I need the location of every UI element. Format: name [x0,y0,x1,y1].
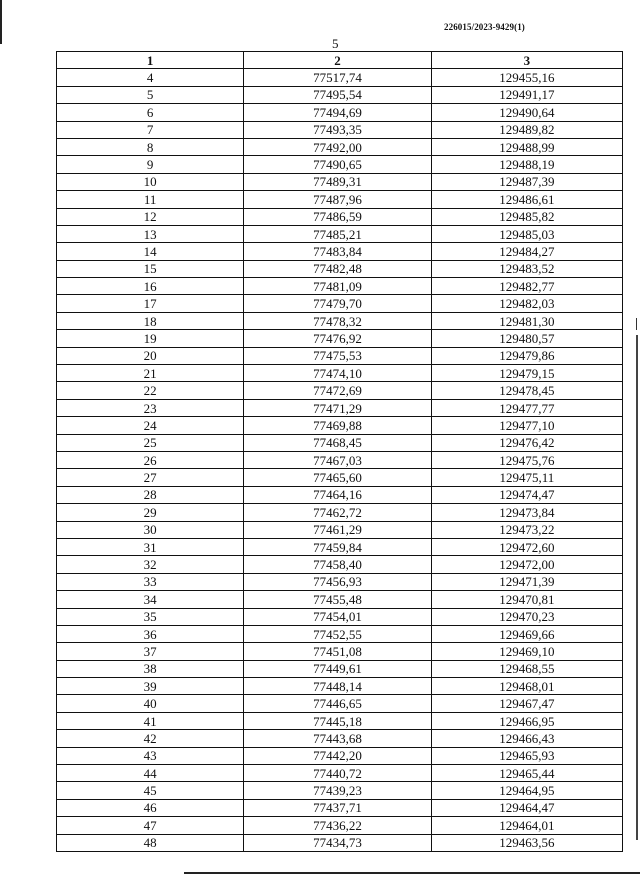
y-coordinate-cell: 129487,39 [431,173,622,190]
y-coordinate-cell: 129488,19 [431,156,622,173]
x-coordinate-cell: 77440,72 [244,765,431,782]
x-coordinate-cell: 77449,61 [244,660,431,677]
x-coordinate-cell: 77442,20 [244,747,431,764]
point-number-cell: 42 [57,730,244,747]
y-coordinate-cell: 129466,43 [431,730,622,747]
y-coordinate-cell: 129465,44 [431,765,622,782]
point-number-cell: 32 [57,556,244,573]
y-coordinate-cell: 129477,77 [431,399,622,416]
table-row [57,138,623,155]
table-row [57,695,623,712]
y-coordinate-cell: 129464,47 [431,799,622,816]
table-row [57,69,623,86]
point-number-cell: 16 [57,278,244,295]
point-number-cell: 37 [57,643,244,660]
y-coordinate-cell: 129490,64 [431,104,622,121]
y-coordinate-cell: 129479,15 [431,365,622,382]
point-number-cell: 10 [57,173,244,190]
y-coordinate-cell: 129469,10 [431,643,622,660]
table-row [57,417,623,434]
point-number-cell: 25 [57,434,244,451]
y-coordinate-cell: 129475,76 [431,451,622,468]
point-number-cell: 30 [57,521,244,538]
y-coordinate-cell: 129473,84 [431,504,622,521]
point-number-cell: 26 [57,451,244,468]
x-coordinate-cell: 77443,68 [244,730,431,747]
y-coordinate-cell: 129455,16 [431,69,622,86]
y-coordinate-cell: 129485,03 [431,225,622,242]
point-number-cell: 21 [57,365,244,382]
x-coordinate-cell: 77517,74 [244,69,431,86]
x-coordinate-cell: 77436,22 [244,817,431,834]
y-coordinate-cell: 129483,52 [431,260,622,277]
y-coordinate-cell: 129475,11 [431,469,622,486]
table-row [57,730,623,747]
table-row [57,278,623,295]
x-coordinate-cell: 77490,65 [244,156,431,173]
point-number-cell: 34 [57,591,244,608]
table-row [57,591,623,608]
point-number-cell: 44 [57,765,244,782]
point-number-cell: 14 [57,243,244,260]
x-coordinate-cell: 77494,69 [244,104,431,121]
y-coordinate-cell: 129471,39 [431,573,622,590]
table-row [57,608,623,625]
bottom-rule [184,872,640,874]
table-row [57,104,623,121]
point-number-cell: 13 [57,225,244,242]
y-coordinate-cell: 129469,66 [431,625,622,642]
point-number-cell: 9 [57,156,244,173]
table-row [57,538,623,555]
table-row [57,799,623,816]
scan-edge-left [0,0,2,44]
x-coordinate-cell: 77464,16 [244,486,431,503]
table-row [57,643,623,660]
scan-edge-right-mark [636,318,637,330]
table-row [57,330,623,347]
x-coordinate-cell: 77479,70 [244,295,431,312]
y-coordinate-cell: 129485,82 [431,208,622,225]
x-coordinate-cell: 77446,65 [244,695,431,712]
x-coordinate-cell: 77486,59 [244,208,431,225]
x-coordinate-cell: 77469,88 [244,417,431,434]
y-coordinate-cell: 129468,55 [431,660,622,677]
point-number-cell: 12 [57,208,244,225]
table-row [57,365,623,382]
x-coordinate-cell: 77475,53 [244,347,431,364]
table-row [57,347,623,364]
y-coordinate-cell: 129484,27 [431,243,622,260]
point-number-cell: 17 [57,295,244,312]
table-row [57,556,623,573]
y-coordinate-cell: 129463,56 [431,834,622,851]
x-coordinate-cell: 77465,60 [244,469,431,486]
y-coordinate-cell: 129472,00 [431,556,622,573]
table-row [57,834,623,851]
y-coordinate-cell: 129478,45 [431,382,622,399]
x-coordinate-cell: 77459,84 [244,538,431,555]
x-coordinate-cell: 77467,03 [244,451,431,468]
point-number-cell: 18 [57,312,244,329]
x-coordinate-cell: 77461,29 [244,521,431,538]
point-number-cell: 29 [57,504,244,521]
table-row [57,399,623,416]
table-row [57,521,623,538]
table-row [57,243,623,260]
point-number-cell: 7 [57,121,244,138]
x-coordinate-cell: 77481,09 [244,278,431,295]
table-row [57,678,623,695]
column-header: 1 [57,52,244,69]
x-coordinate-cell: 77495,54 [244,86,431,103]
point-number-cell: 23 [57,399,244,416]
x-coordinate-cell: 77462,72 [244,504,431,521]
point-number-cell: 28 [57,486,244,503]
point-number-cell: 19 [57,330,244,347]
point-number-cell: 20 [57,347,244,364]
y-coordinate-cell: 129488,99 [431,138,622,155]
y-coordinate-cell: 129474,47 [431,486,622,503]
y-coordinate-cell: 129465,93 [431,747,622,764]
x-coordinate-cell: 77448,14 [244,678,431,695]
x-coordinate-cell: 77458,40 [244,556,431,573]
y-coordinate-cell: 129486,61 [431,191,622,208]
x-coordinate-cell: 77492,00 [244,138,431,155]
point-number-cell: 39 [57,678,244,695]
table-row [57,312,623,329]
table-body [57,69,623,852]
y-coordinate-cell: 129473,22 [431,521,622,538]
point-number-cell: 36 [57,625,244,642]
column-header: 2 [244,52,431,69]
table-row [57,156,623,173]
table-header-row [57,52,623,69]
table-row [57,712,623,729]
point-number-cell: 38 [57,660,244,677]
point-number-cell: 41 [57,712,244,729]
y-coordinate-cell: 129481,30 [431,312,622,329]
table-row [57,504,623,521]
table-row [57,747,623,764]
table-row [57,782,623,799]
point-number-cell: 4 [57,69,244,86]
point-number-cell: 15 [57,260,244,277]
y-coordinate-cell: 129491,17 [431,86,622,103]
point-number-cell: 8 [57,138,244,155]
table-row [57,486,623,503]
table-row [57,295,623,312]
document-number: 226015/2023-9429(1) [444,22,525,32]
x-coordinate-cell: 77451,08 [244,643,431,660]
point-number-cell: 40 [57,695,244,712]
y-coordinate-cell: 129466,95 [431,712,622,729]
y-coordinate-cell: 129470,81 [431,591,622,608]
point-number-cell: 11 [57,191,244,208]
scan-edge-right [636,335,638,840]
x-coordinate-cell: 77434,73 [244,834,431,851]
x-coordinate-cell: 77454,01 [244,608,431,625]
table-row [57,382,623,399]
y-coordinate-cell: 129489,82 [431,121,622,138]
x-coordinate-cell: 77455,48 [244,591,431,608]
table-row [57,121,623,138]
y-coordinate-cell: 129470,23 [431,608,622,625]
point-number-cell: 45 [57,782,244,799]
x-coordinate-cell: 77445,18 [244,712,431,729]
x-coordinate-cell: 77482,48 [244,260,431,277]
x-coordinate-cell: 77456,93 [244,573,431,590]
x-coordinate-cell: 77437,71 [244,799,431,816]
x-coordinate-cell: 77439,23 [244,782,431,799]
table-row [57,173,623,190]
x-coordinate-cell: 77471,29 [244,399,431,416]
point-number-cell: 22 [57,382,244,399]
x-coordinate-cell: 77493,35 [244,121,431,138]
x-coordinate-cell: 77468,45 [244,434,431,451]
x-coordinate-cell: 77476,92 [244,330,431,347]
y-coordinate-cell: 129472,60 [431,538,622,555]
y-coordinate-cell: 129477,10 [431,417,622,434]
x-coordinate-cell: 77474,10 [244,365,431,382]
x-coordinate-cell: 77485,21 [244,225,431,242]
table-row [57,625,623,642]
table-row [57,434,623,451]
coordinates-table [56,51,623,852]
x-coordinate-cell: 77489,31 [244,173,431,190]
point-number-cell: 6 [57,104,244,121]
x-coordinate-cell: 77487,96 [244,191,431,208]
y-coordinate-cell: 129480,57 [431,330,622,347]
point-number-cell: 47 [57,817,244,834]
point-number-cell: 31 [57,538,244,555]
y-coordinate-cell: 129476,42 [431,434,622,451]
page-number: 5 [332,36,339,51]
y-coordinate-cell: 129479,86 [431,347,622,364]
table-row [57,260,623,277]
point-number-cell: 5 [57,86,244,103]
point-number-cell: 35 [57,608,244,625]
table-row [57,817,623,834]
point-number-cell: 46 [57,799,244,816]
y-coordinate-cell: 129468,01 [431,678,622,695]
point-number-cell: 48 [57,834,244,851]
table-row [57,765,623,782]
y-coordinate-cell: 129467,47 [431,695,622,712]
x-coordinate-cell: 77452,55 [244,625,431,642]
x-coordinate-cell: 77483,84 [244,243,431,260]
y-coordinate-cell: 129482,77 [431,278,622,295]
table-row [57,451,623,468]
x-coordinate-cell: 77472,69 [244,382,431,399]
point-number-cell: 24 [57,417,244,434]
x-coordinate-cell: 77478,32 [244,312,431,329]
y-coordinate-cell: 129464,01 [431,817,622,834]
table-row [57,86,623,103]
table-row [57,225,623,242]
table-row [57,208,623,225]
table-row [57,573,623,590]
point-number-cell: 43 [57,747,244,764]
table-row [57,191,623,208]
table-row [57,469,623,486]
point-number-cell: 27 [57,469,244,486]
table-row [57,660,623,677]
point-number-cell: 33 [57,573,244,590]
y-coordinate-cell: 129464,95 [431,782,622,799]
y-coordinate-cell: 129482,03 [431,295,622,312]
column-header: 3 [431,52,622,69]
